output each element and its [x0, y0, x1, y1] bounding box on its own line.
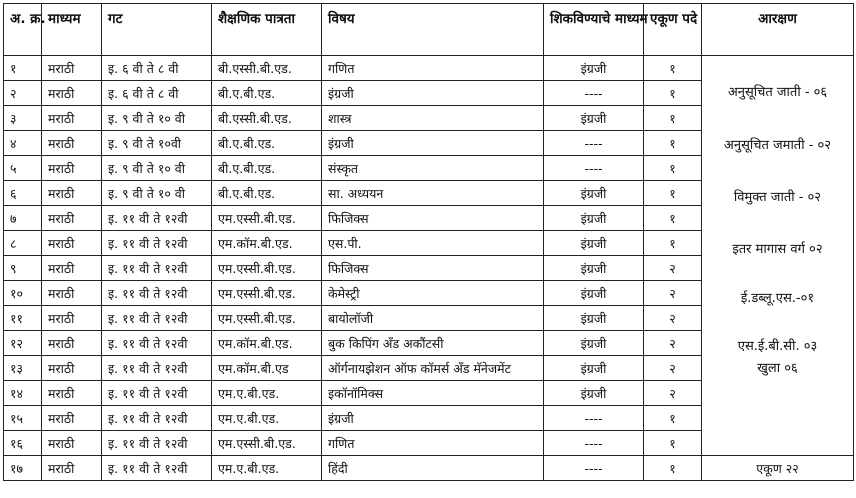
- cell-teaching-medium: इंग्रजी: [544, 331, 644, 356]
- header-medium: माध्यम: [42, 4, 102, 56]
- cell-sr: १: [4, 56, 42, 81]
- cell-teaching-medium: इंग्रजी: [544, 281, 644, 306]
- cell-sr: १६: [4, 431, 42, 456]
- cell-medium: मराठी: [42, 81, 102, 106]
- cell-group: इ. ९ वी ते १० वी: [102, 156, 212, 181]
- cell-teaching-medium: ----: [544, 156, 644, 181]
- cell-qualification: एम.ए.बी.एड.: [212, 381, 322, 406]
- header-group: गट: [102, 4, 212, 56]
- cell-medium: मराठी: [42, 406, 102, 431]
- cell-subject: बुक किपिंग अँड अकौंटसी: [322, 331, 544, 356]
- cell-qualification: एम.एस्सी.बी.एड.: [212, 281, 322, 306]
- cell-posts: १: [644, 406, 702, 431]
- cell-qualification: बी.एस्सी.बी.एड.: [212, 106, 322, 131]
- header-reservation: आरक्षण: [702, 4, 854, 56]
- cell-posts: १: [644, 131, 702, 156]
- cell-posts: २: [644, 256, 702, 281]
- cell-teaching-medium: इंग्रजी: [544, 231, 644, 256]
- cell-subject: ऑर्गनायझेशन ऑफ कॉमर्स अँड मॅनेजमेंट: [322, 356, 544, 381]
- recruitment-table: [3, 3, 854, 481]
- cell-group: इ. ९ वी ते १०वी: [102, 131, 212, 156]
- reservation-ews: ई.डब्लू.एस.-०१: [740, 291, 815, 306]
- cell-sr: ९: [4, 256, 42, 281]
- header-sr: अ. क्र.: [4, 4, 42, 56]
- cell-group: इ. ११ वी ते १२वी: [102, 231, 212, 256]
- cell-group: इ. ११ वी ते १२वी: [102, 281, 212, 306]
- cell-qualification: एम.एस्सी.बी.एड.: [212, 431, 322, 456]
- cell-subject: हिंदी: [322, 456, 544, 481]
- cell-qualification: एम.कॉम.बी.एड.: [212, 231, 322, 256]
- cell-subject: संस्कृत: [322, 156, 544, 181]
- table-header-row: [4, 4, 854, 56]
- table-row: [4, 56, 854, 81]
- cell-medium: मराठी: [42, 331, 102, 356]
- cell-sr: ५: [4, 156, 42, 181]
- cell-posts: १: [644, 231, 702, 256]
- cell-medium: मराठी: [42, 231, 102, 256]
- cell-teaching-medium: ----: [544, 131, 644, 156]
- reservation-sc: अनुसूचित जाती - ०६: [727, 85, 828, 100]
- cell-sr: १०: [4, 281, 42, 306]
- cell-subject: इकॉनॉमिक्स: [322, 381, 544, 406]
- cell-sr: १७: [4, 456, 42, 481]
- cell-group: इ. ११ वी ते १२वी: [102, 456, 212, 481]
- cell-teaching-medium: इंग्रजी: [544, 256, 644, 281]
- cell-sr: १२: [4, 331, 42, 356]
- cell-subject: फिजिक्स: [322, 206, 544, 231]
- cell-subject: एस.पी.: [322, 231, 544, 256]
- cell-group: इ. ११ वी ते १२वी: [102, 356, 212, 381]
- cell-subject: फिजिक्स: [322, 256, 544, 281]
- cell-medium: मराठी: [42, 56, 102, 81]
- reservation-vj: विमुक्त जाती - ०२: [733, 190, 822, 205]
- cell-qualification: बी.एस्सी.बी.एड.: [212, 56, 322, 81]
- header-subject: विषय: [322, 4, 544, 56]
- cell-teaching-medium: इंग्रजी: [544, 381, 644, 406]
- cell-posts: १: [644, 106, 702, 131]
- cell-group: इ. ११ वी ते १२वी: [102, 381, 212, 406]
- cell-medium: मराठी: [42, 356, 102, 381]
- table-body: [4, 56, 854, 481]
- cell-subject: बायोलॉजी: [322, 306, 544, 331]
- cell-sr: १५: [4, 406, 42, 431]
- cell-subject: गणित: [322, 431, 544, 456]
- cell-qualification: एम.ए.बी.एड.: [212, 456, 322, 481]
- cell-teaching-medium: इंग्रजी: [544, 106, 644, 131]
- cell-posts: २: [644, 356, 702, 381]
- cell-posts: १: [644, 156, 702, 181]
- cell-sr: १४: [4, 381, 42, 406]
- reservation-open: खुला ०६: [757, 361, 798, 376]
- cell-teaching-medium: इंग्रजी: [544, 306, 644, 331]
- cell-sr: १३: [4, 356, 42, 381]
- table-row: [4, 456, 854, 481]
- reservation-obc: इतर मागास वर्ग ०२: [732, 242, 823, 257]
- cell-group: इ. ११ वी ते १२वी: [102, 431, 212, 456]
- cell-medium: मराठी: [42, 306, 102, 331]
- cell-sr: २: [4, 81, 42, 106]
- cell-teaching-medium: इंग्रजी: [544, 356, 644, 381]
- cell-teaching-medium: इंग्रजी: [544, 206, 644, 231]
- cell-qualification: बी.ए.बी.एड.: [212, 131, 322, 156]
- cell-posts: १: [644, 181, 702, 206]
- cell-sr: ४: [4, 131, 42, 156]
- cell-medium: मराठी: [42, 156, 102, 181]
- cell-posts: २: [644, 381, 702, 406]
- cell-sr: ३: [4, 106, 42, 131]
- cell-group: इ. ९ वी ते १० वी: [102, 181, 212, 206]
- reservation-total: एकूण २२: [702, 456, 854, 481]
- cell-medium: मराठी: [42, 431, 102, 456]
- cell-posts: १: [644, 81, 702, 106]
- cell-medium: मराठी: [42, 281, 102, 306]
- cell-posts: १: [644, 456, 702, 481]
- cell-medium: मराठी: [42, 381, 102, 406]
- cell-medium: मराठी: [42, 181, 102, 206]
- cell-teaching-medium: ----: [544, 456, 644, 481]
- reservation-cell: [702, 56, 854, 456]
- cell-group: इ. ११ वी ते १२वी: [102, 331, 212, 356]
- cell-medium: मराठी: [42, 106, 102, 131]
- cell-teaching-medium: ----: [544, 81, 644, 106]
- cell-group: इ. ११ वी ते १२वी: [102, 406, 212, 431]
- header-total-posts: एकूण पदे: [644, 4, 702, 56]
- cell-sr: ८: [4, 231, 42, 256]
- cell-qualification: एम.कॉम.बी.एड: [212, 356, 322, 381]
- cell-subject: इंग्रजी: [322, 81, 544, 106]
- cell-sr: ६: [4, 181, 42, 206]
- cell-subject: केमेस्ट्री: [322, 281, 544, 306]
- cell-teaching-medium: ----: [544, 431, 644, 456]
- cell-sr: ७: [4, 206, 42, 231]
- cell-sr: ११: [4, 306, 42, 331]
- reservation-st: अनुसूचित जमाती - ०२: [723, 138, 832, 153]
- cell-qualification: एम.एस्सी.बी.एड.: [212, 206, 322, 231]
- cell-subject: सा. अध्ययन: [322, 181, 544, 206]
- cell-group: इ. ११ वी ते १२वी: [102, 256, 212, 281]
- cell-teaching-medium: ----: [544, 406, 644, 431]
- cell-qualification: एम.एस्सी.बी.एड.: [212, 306, 322, 331]
- cell-subject: इंग्रजी: [322, 406, 544, 431]
- cell-medium: मराठी: [42, 206, 102, 231]
- cell-qualification: एम.एस्सी.बी.एड.: [212, 256, 322, 281]
- cell-subject: गणित: [322, 56, 544, 81]
- cell-qualification: बी.ए.बी.एड.: [212, 156, 322, 181]
- cell-posts: २: [644, 306, 702, 331]
- cell-teaching-medium: इंग्रजी: [544, 56, 644, 81]
- cell-group: इ. ६ वी ते ८ वी: [102, 81, 212, 106]
- cell-medium: मराठी: [42, 131, 102, 156]
- cell-medium: मराठी: [42, 256, 102, 281]
- cell-posts: २: [644, 281, 702, 306]
- reservation-sebc: एस.ई.बी.सी. ०३: [737, 339, 818, 354]
- cell-posts: १: [644, 206, 702, 231]
- cell-qualification: एम.कॉम.बी.एड.: [212, 331, 322, 356]
- cell-medium: मराठी: [42, 456, 102, 481]
- cell-subject: इंग्रजी: [322, 131, 544, 156]
- cell-qualification: बी.ए.बी.एड.: [212, 181, 322, 206]
- cell-group: इ. ११ वी ते १२वी: [102, 206, 212, 231]
- header-qualification: शैक्षणिक पात्रता: [212, 4, 322, 56]
- cell-posts: १: [644, 431, 702, 456]
- cell-qualification: एम.ए.बी.एड.: [212, 406, 322, 431]
- cell-posts: १: [644, 56, 702, 81]
- cell-qualification: बी.ए.बी.एड.: [212, 81, 322, 106]
- cell-teaching-medium: इंग्रजी: [544, 181, 644, 206]
- cell-posts: २: [644, 331, 702, 356]
- header-teaching-medium: शिकविण्याचे माध्यम: [544, 4, 644, 56]
- cell-group: इ. ९ वी ते १० वी: [102, 106, 212, 131]
- cell-group: इ. ११ वी ते १२वी: [102, 306, 212, 331]
- cell-group: इ. ६ वी ते ८ वी: [102, 56, 212, 81]
- cell-subject: शास्त्र: [322, 106, 544, 131]
